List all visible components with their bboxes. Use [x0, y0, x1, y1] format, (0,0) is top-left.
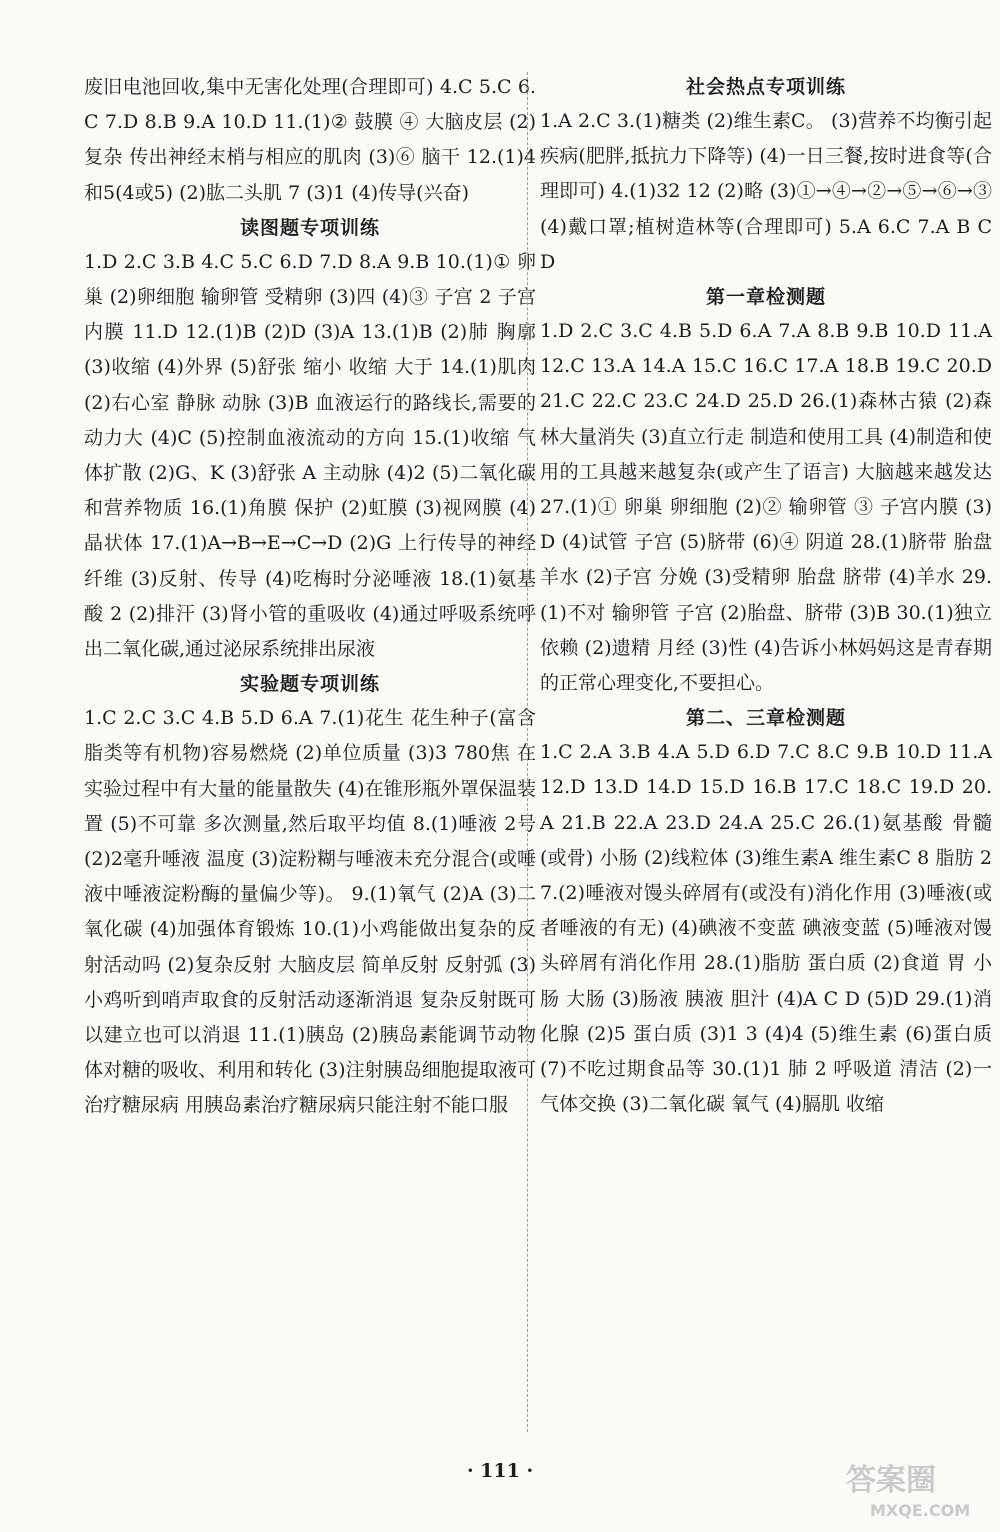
watermark-text-cn: 答案圈	[846, 1463, 936, 1498]
watermark-logo	[840, 1454, 990, 1524]
section-title-experiments: 实验题专项训练	[239, 673, 380, 696]
left-column	[84, 70, 536, 1124]
answer-block-chapter2-3-test: 1.C 2.A 3.B 4.A 5.D 6.D 7.C 8.C 9.B 10.D 11.A 12.D 13.D 14.D 15.D 16.B 17.C 18.C 19.D 20.A 21.B 22.A 23.D 24.A 25.C 26.(1)氨基酸 骨髓(或骨) 小肠 (2)线粒体 (3)维生素A 维生素C 8 脂肪 27.(2)唾液对馒头碎屑有(或没有)消化作用 (3)唾液(或者唾液的有无) (4)碘液不变蓝 碘液变蓝 (5)唾液对馒头碎屑有消化作用 28.(1)脂肪 蛋白质 (2)食道 胃 小肠 大肠 (3)肠液 胰液 胆汁 (4)A C D (5)D 29.(1)消化腺 (2)5 蛋白质 (3)1 3 (4)4 (5)维生素 (6)蛋白质 (7)不吃过期食品等 30.(1)1 肺 2 呼吸道 清洁 (2)一 气体交换 (3)二氧化碳 氧气 (4)膈肌 收缩	[540, 741, 992, 1116]
answer-block-social-hotspots: 1.A 2.C 3.(1)糖类 (2)维生素C。 (3)营养不均衡引起疾病(肥胖,抵抗力下降等) (4)一日三餐,按时进食等(合理即可) 4.(1)32 12 (2)略 (3)①→④→②→⑤→⑥→③ (4)戴口罩;植树造林等(合理即可) 5.A 6.C 7.A B C D	[540, 110, 992, 273]
section-title-chapter1-test: 第一章检测题	[705, 286, 826, 309]
answer-block-continued: 废旧电池回收,集中无害化处理(合理即可) 4.C 5.C 6.C 7.D 8.B 9.A 10.D 11.(1)② 鼓膜 ④ 大脑皮层 (2)复杂 传出神经末梢与相应的肌肉 (3)⑥ 脑干 12.(1)4和5(4或5) (2)肱二头肌 7 (3)1 (4)传导(兴奋)	[84, 76, 536, 204]
answer-block-experiments: 1.C 2.C 3.C 4.B 5.D 6.A 7.(1)花生 花生种子(富含脂类等有机物)容易燃烧 (2)单位质量 (3)3 780焦 在实验过程中有大量的能量散失 (4)在锥形瓶外罩保温装置 (5)不可靠 多次测量,然后取平均值 8.(1)唾液 2号 (2)2毫升唾液 温度 (3)淀粉糊与唾液未充分混合(或唾液中唾液淀粉酶的量偏少等)。 9.(1)氧气 (2)A (3)二氧化碳 (4)加强体育锻炼 10.(1)小鸡能做出复杂的反射活动吗 (2)复杂反射 大脑皮层 简单反射 反射弧 (3)小鸡听到哨声取食的反射活动逐渐消退 复杂反射既可以建立也可以消退 11.(1)胰岛 (2)胰岛素能调节动物体对糖的吸收、利用和转化 (3)注射胰岛细胞提取液可治疗糖尿病 用胰岛素治疗糖尿病只能注射不能口服	[84, 707, 536, 1117]
answer-block-reading-diagrams: 1.D 2.C 3.B 4.C 5.C 6.D 7.D 8.A 9.B 10.(1)① 卵巢 (2)卵细胞 输卵管 受精卵 (3)四 (4)③ 子宫 2 子宫内膜 11.D 12.(1)B (2)D (3)A 13.(1)B (2)肺 胸廓 (3)收缩 (4)外界 (5)舒张 缩小 收缩 大于 14.(1)肌肉 (2)右心室 静脉 动脉 (3)B 血液运行的路线长,需要的动力大 (4)C (5)控制血液流动的方向 15.(1)收缩 气体扩散 (2)G、K (3)舒张 A 主动脉 (4)2 (5)二氧化碳和营养物质 16.(1)角膜 保护 (2)虹膜 (3)视网膜 (4)晶状体 17.(1)A→B→E→C→D (2)G 上行传导的神经纤维 (3)反射、传导 (4)吃梅时分泌唾液 18.(1)氨基酸 2 (2)排汗 (3)肾小管的重吸收 (4)通过呼吸系统呼出二氧化碳,通过泌尿系统排出尿液	[84, 250, 536, 661]
answer-block-chapter1-test: 1.D 2.C 3.C 4.B 5.D 6.A 7.A 8.B 9.B 10.D 11.A 12.C 13.A 14.A 15.C 16.C 17.A 18.B 19.C 20.D 21.C 22.C 23.C 24.D 25.D 26.(1)森林古猿 (2)森林大量消失 (3)直立行走 制造和使用工具 (4)制造和使用的工具越来越复杂(或产生了语言) 大脑越来越发达 27.(1)① 卵巢 卵细胞 (2)② 输卵管 ③ 子宫内膜 (3)D (4)试管 子宫 (5)脐带 (6)④ 阴道 28.(1)脐带 胎盘 羊水 (2)子宫 分娩 (3)受精卵 胎盘 脐带 (4)羊水 29.(1)不对 输卵管 子宫 (2)胎盘、脐带 (3)B 30.(1)独立 依赖 (2)遗精 月经 (3)性 (4)告诉小林妈妈这是青春期的正常心理变化,不要担心。	[540, 320, 992, 695]
section-title-chapter2-3-test: 第二、三章检测题	[685, 707, 846, 730]
section-title-reading-diagrams: 读图题专项训练	[239, 216, 380, 239]
column-divider	[527, 72, 528, 1432]
page-number: · 111 ·	[466, 1460, 534, 1482]
watermark-text-url: MXQE.COM	[870, 1501, 971, 1520]
section-title-social-hotspots: 社会热点专项训练	[685, 76, 846, 98]
right-column	[540, 70, 992, 1122]
